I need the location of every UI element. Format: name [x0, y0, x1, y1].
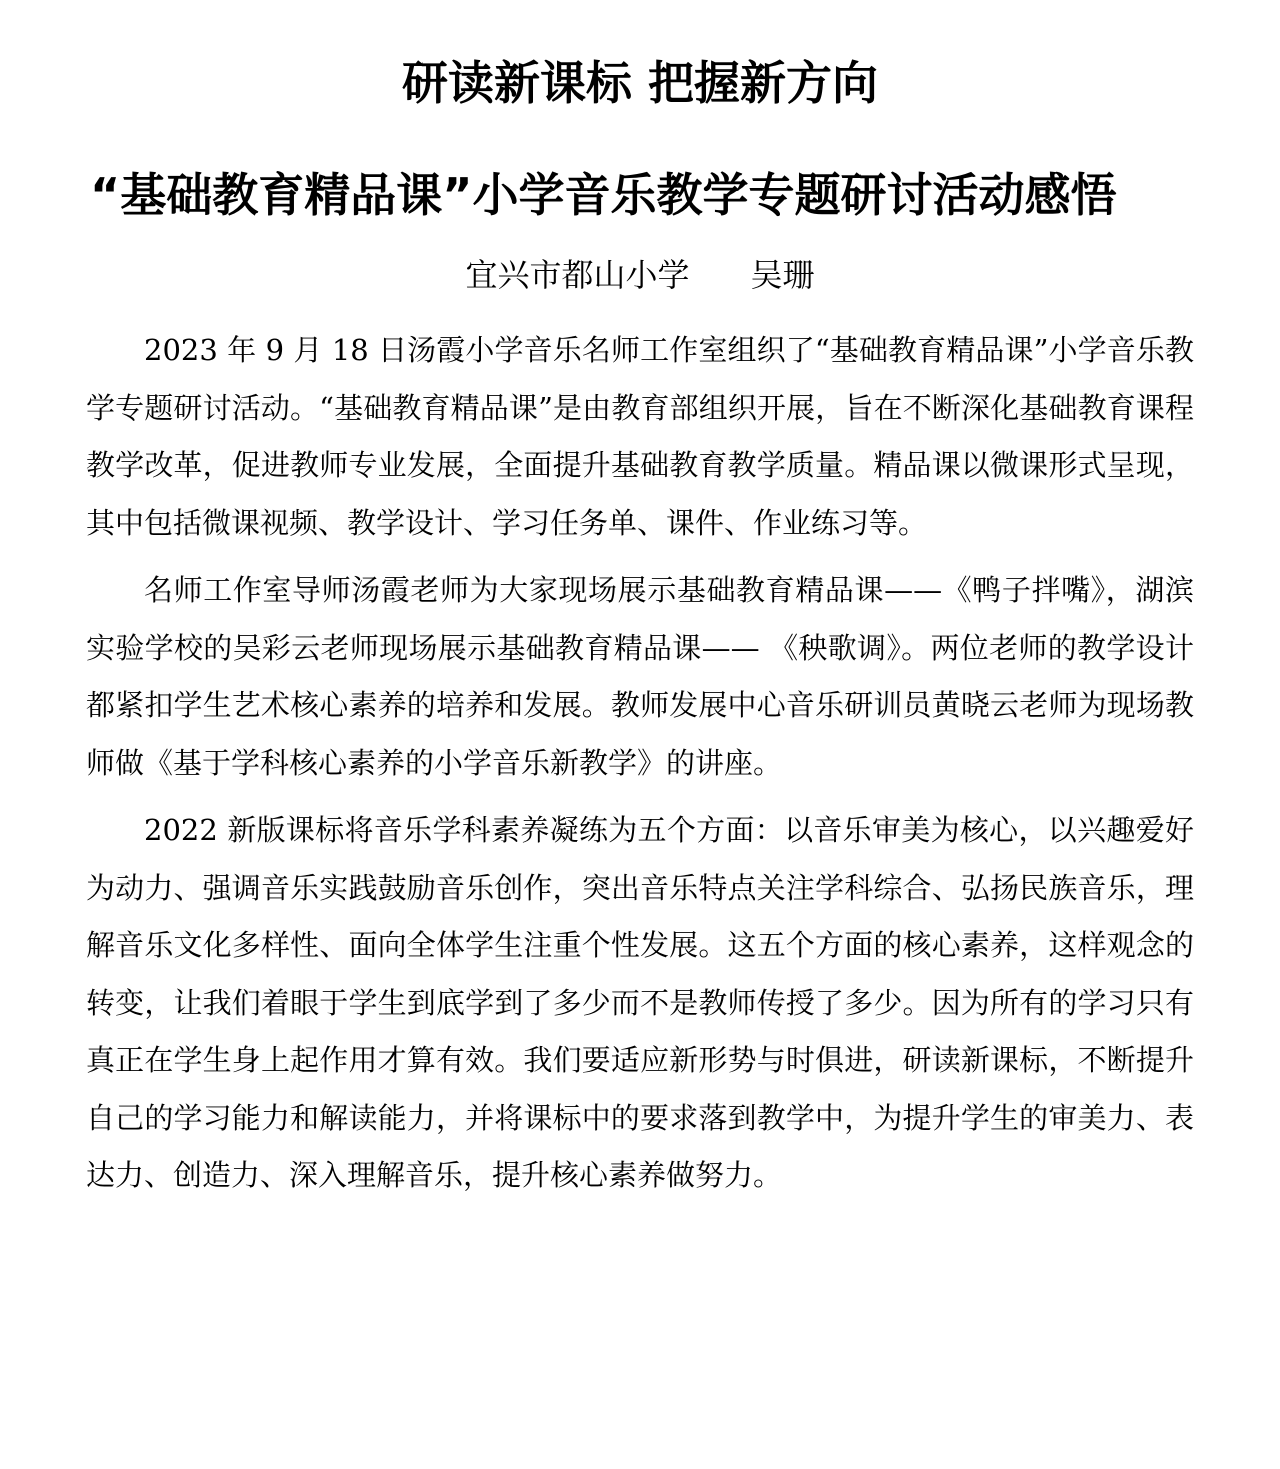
document-title: 研读新课标 把握新方向 [401, 56, 878, 110]
paragraph-2: 名师工作室导师汤霞老师为大家现场展示基础教育精品课——《鸭子拌嘴》，湖滨实验学校的吴彩云老师现场展示基础教育精品课—— 《秧歌调》。两位老师的教学设计都紧扣学生艺术核心素养的培养和发展。教师发展中心音乐研训员黄晓云老师为现场教师做《基于学科核心素养的小学音乐新教学》的讲座。 [86, 573, 1194, 780]
document-body [86, 322, 1194, 1215]
author-byline: 宜兴市都山小学 吴珊 [465, 256, 815, 294]
paragraph-1: 2023 年 9 月 18 日汤霞小学音乐名师工作室组织了“基础教育精品课”小学音乐教学专题研讨活动。“基础教育精品课”是由教育部组织开展，旨在不断深化基础教育课程教学改革，促进教师专业发展，全面提升基础教育教学质量。精品课以微课形式呈现，其中包括微课视频、教学设计、学习任务单、课件、作业练习等。 [86, 333, 1194, 540]
paragraph-3: 2022 新版课标将音乐学科素养凝练为五个方面：以音乐审美为核心，以兴趣爱好为动力、强调音乐实践鼓励音乐创作，突出音乐特点关注学科综合、弘扬民族音乐，理解音乐文化多样性、面向全体学生注重个性发展。这五个方面的核心素养，这样观念的转变，让我们着眼于学生到底学到了多少而不是教师传授了多少。因为所有的学习只有真正在学生身上起作用才算有效。我们要适应新形势与时俱进，研读新课标，不断提升自己的学习能力和解读能力，并将课标中的要求落到教学中，为提升学生的审美力、表达力、创造力、深入理解音乐，提升核心素养做努力。 [86, 813, 1194, 1192]
document-subtitle: “基础教育精品课”小学音乐教学专题研讨活动感悟 [90, 168, 1117, 222]
